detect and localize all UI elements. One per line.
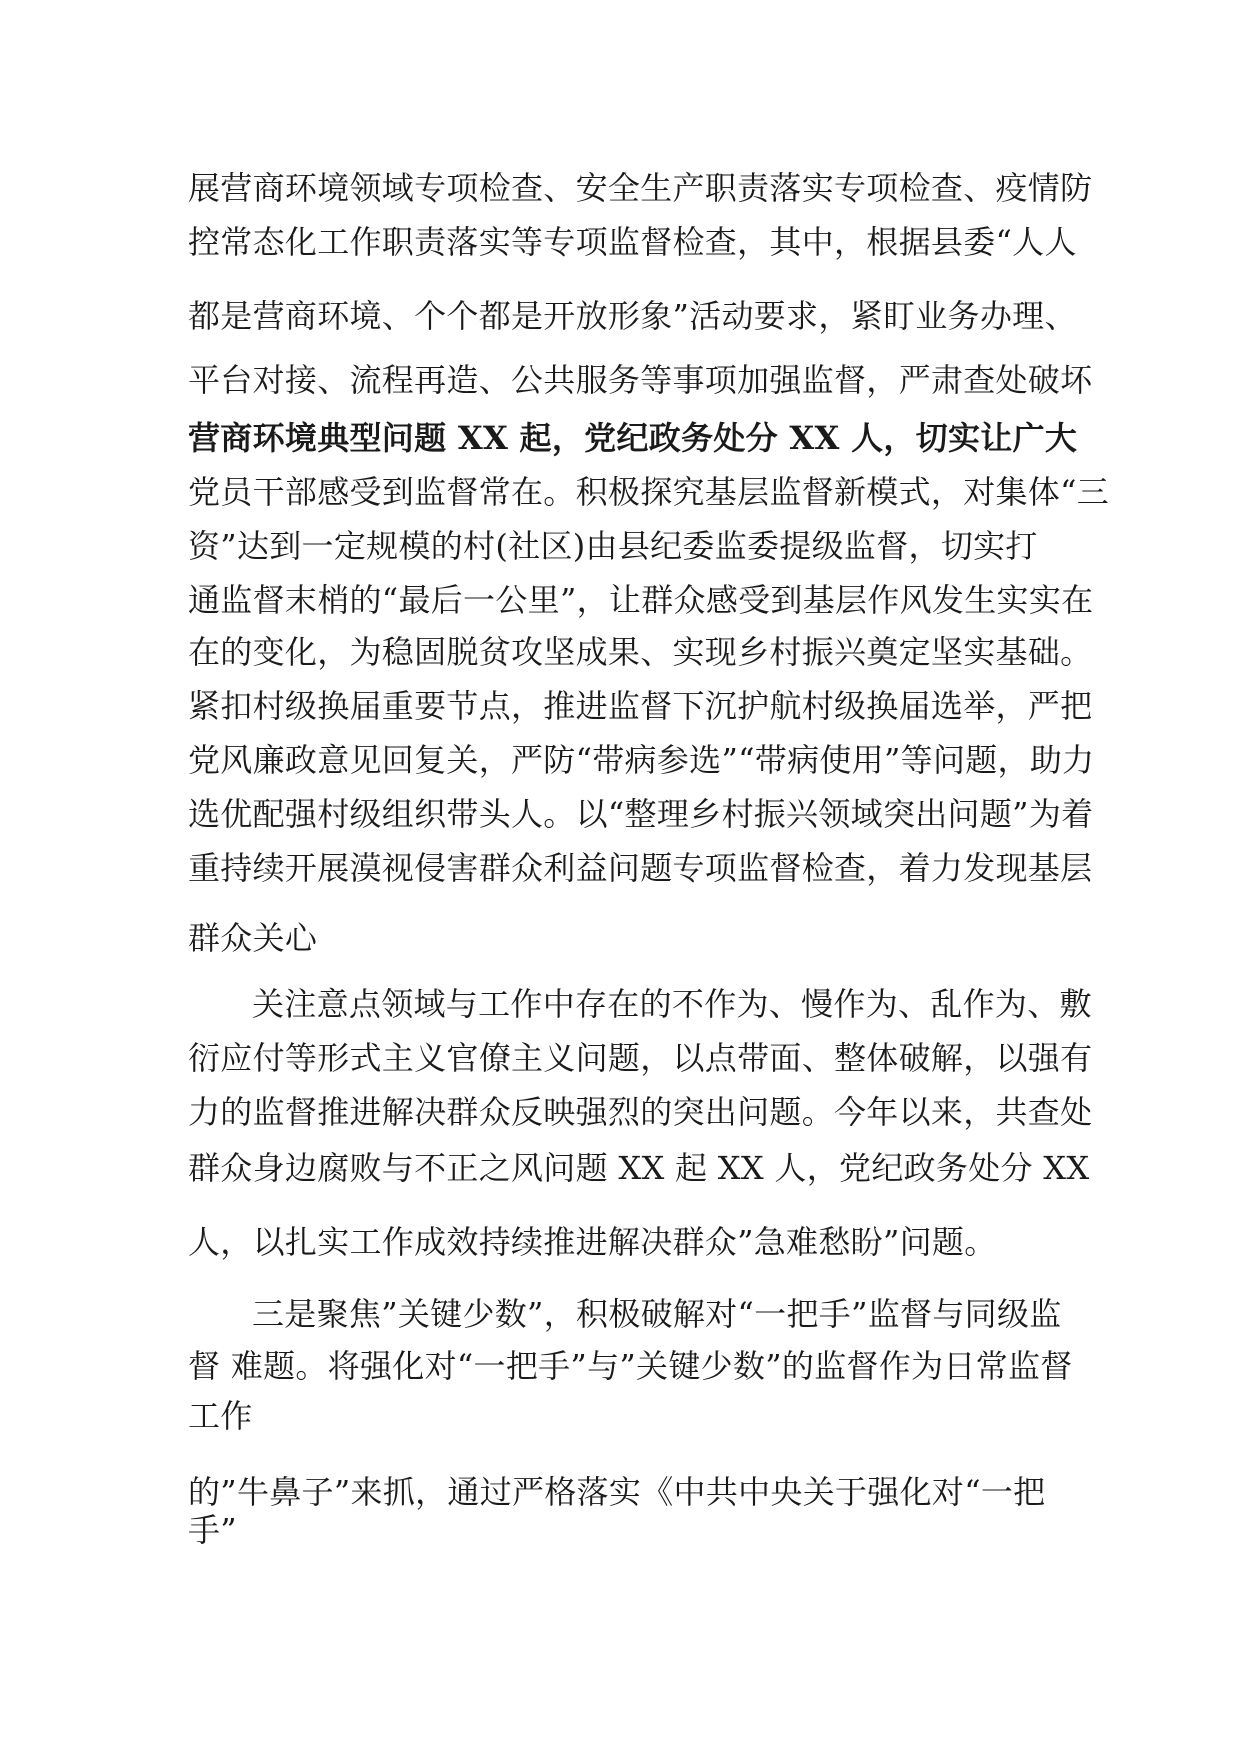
body-line-17: 力的监督推进解决群众反映强烈的突出问题。今年以来，共查处 [188,1093,1093,1131]
body-line-18: 群众身边腐败与不正之风问题 XX 起 XX 人，党纪政务处分 XX [188,1149,1090,1187]
body-line-6: 党员干部感受到监督常在。积极探究基层监督新模式，对集体“三 [188,473,1110,511]
body-line-2: 控常态化工作职责落实等专项监督检查，其中，根据县委“人人 [188,223,1077,261]
body-line-1: 展营商环境领域专项检查、安全生产职责落实专项检查、疫情防 [188,169,1093,207]
body-line-9: 在的变化，为稳固脱贫攻坚成果、实现乡村振兴奠定坚实基础。 [188,633,1093,671]
body-line-22: 工作 [188,1397,253,1435]
body-line-14: 群众关心 [188,919,318,957]
body-line-8: 通监督末梢的“最后一公里”，让群众感受到基层作风发生实实在 [188,581,1094,619]
body-line-7: 资”达到一定规模的村(社区)由县纪委监委提级监督，切实打 [188,527,1038,565]
body-line-15: 关注意点领域与工作中存在的不作为、慢作为、乱作为、敷 [252,985,1092,1023]
body-line-16: 衍应付等形式主义官僚主义问题，以点带面、整体破解，以强有 [188,1039,1093,1077]
body-line-23: 的”牛鼻子”来抓，通过严格落实《中共中央关于强化对“一把 [188,1473,1046,1511]
body-line-11: 党风廉政意见回复关，严防“带病参选”“带病使用”等问题，助力 [188,741,1095,779]
body-line-3: 都是营商环境、个个都是开放形象”活动要求，紧盯业务办理、 [188,297,1077,335]
body-line-21: 督 难题。将强化对“一把手”与”关键少数”的监督作为日常监督 [188,1347,1073,1385]
body-line-4: 平台对接、流程再造、公共服务等事项加强监督，严肃查处破坏 [188,361,1093,399]
body-line-10: 紧扣村级换届重要节点，推进监督下沉护航村级换届选举，严把 [188,687,1093,725]
body-line-5: 营商环境典型问题 XX 起，党纪政务处分 XX 人，切实让广大 [188,419,1078,457]
body-line-12: 选优配强村级组织带头人。以“整理乡村振兴领域突出问题”为着 [188,795,1094,833]
body-line-19: 人，以扎实工作成效持续推进解决群众”急难愁盼”问题。 [188,1223,997,1261]
body-line-13: 重持续开展漠视侵害群众利益问题专项监督检查，着力发现基层 [188,849,1093,887]
body-line-24: 手” [188,1511,237,1549]
body-line-20: 三是聚焦”关键少数”，积极破解对“一把手”监督与同级监 [252,1295,1062,1333]
